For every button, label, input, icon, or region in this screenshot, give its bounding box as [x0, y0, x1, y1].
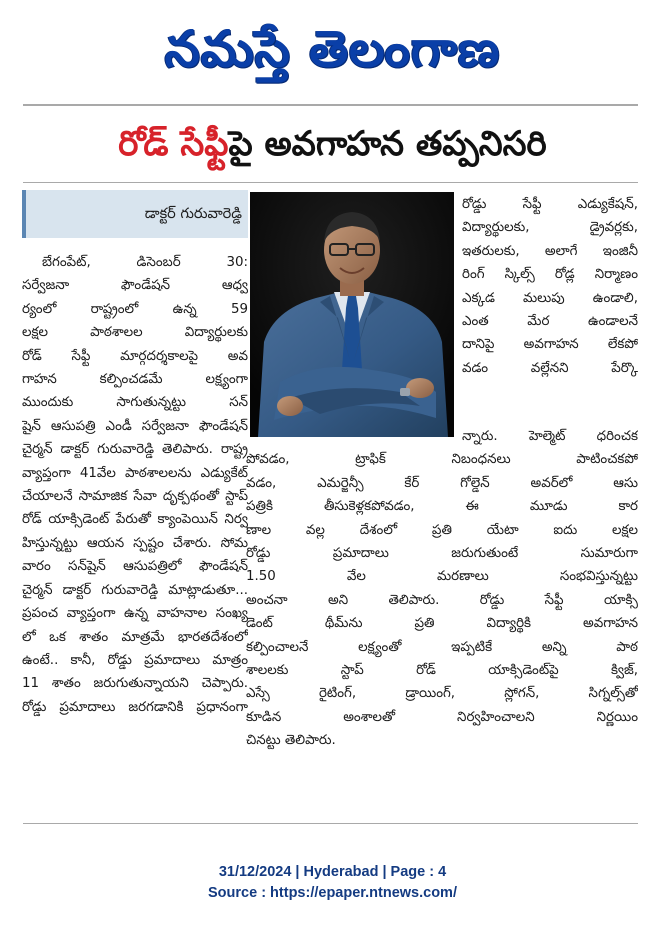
article-line: వడం వల్లేనని పేర్కొ	[462, 360, 638, 376]
page-footer	[0, 862, 665, 904]
article-line: షైన్ ఆసుపత్రి ఎండీ సర్వేజనా ఫౌండేషన్	[22, 418, 248, 434]
byline-box	[22, 190, 248, 238]
headline-divider	[23, 182, 638, 183]
article-column-right-top	[462, 193, 638, 380]
article-line: లో ఒక శాతం మాత్రమే భారతదేశంలో	[22, 629, 248, 645]
article-line: వడం, ఎమర్జెన్సీ కేర్ గోల్డెన్ అవర్‌లో ఆసు	[246, 475, 638, 491]
article-line: డెంట్ థీమ్‌ను ప్రతి విద్యార్థికి అవగాహన	[246, 616, 638, 632]
article-line: రోడ్డు ప్రమాదాలు జరగడానికి ప్రధానంగా	[22, 699, 248, 715]
article-line: కూడిన అంశాలతో నిర్వహించాలని నిర్ణయిం	[246, 709, 638, 725]
article-line: పోవడం, ట్రాఫిక్ నిబంధనలు పాటించకపో	[246, 452, 638, 468]
edition-info: 31/12/2024 | Hyderabad | Page : 4	[218, 864, 447, 880]
portrait-photo	[250, 192, 454, 437]
article-line: గాహన కల్పించడమే లక్ష్యంగా	[22, 372, 248, 388]
article-headline	[0, 112, 665, 176]
article-line: చేయాలనే సామాజిక సేవా దృక్పథంతో స్టాప్	[22, 489, 248, 505]
article-bottom-divider	[23, 823, 638, 824]
article-line: ఎస్సే రైటింగ్, డ్రాయింగ్, స్లోగన్, సిగ్నల్స్‌తో	[246, 686, 638, 702]
article-line: ర్యంలో రాష్ట్రంలో ఉన్న 59	[22, 301, 248, 317]
article-line: ఎక్కడ మలుపు ఉండాలి,	[462, 290, 638, 306]
article-line: చైర్మన్ డాక్టర్ గురువారెడ్డి తెలిపారు. రాష్ట్ర	[22, 442, 248, 458]
article-line: రోడ్డు సేఫ్టీ ఎడ్యుకేషన్,	[462, 197, 638, 212]
article-line: ఎంత మేర ఉండాలనే	[462, 314, 638, 330]
byline-name: డాక్టర్ గురువారెడ్డి	[144, 206, 242, 222]
article-line: చైర్మన్ డాక్టర్ గురువారెడ్డి మాట్లాడుతూ...	[22, 582, 248, 598]
article-line: వారం సన్‌షైన్ ఆసుపత్రిలో ఫౌండేషన్	[22, 559, 248, 575]
newspaper-masthead	[0, 6, 665, 92]
byline-accent-bar	[22, 190, 26, 238]
article-line: ముందుకు సాగుతున్నట్టు సన్	[22, 395, 248, 411]
article-line: శాలలకు స్టాప్ రోడ్ యాక్సిడెంట్‌పై క్విజ్,	[246, 663, 638, 679]
source-link[interactable]: Source : https://epaper.ntnews.com/	[208, 885, 457, 901]
article-line: పత్రికి తీసుకెళ్లకపోవడం, ఈ మూడు కార	[246, 499, 638, 515]
headline-highlight: రోడ్ సేఫ్టీ	[118, 124, 229, 164]
article-line: అంచనా అని తెలిపారు. రోడ్డు సేఫ్టీ యాక్సి	[246, 592, 638, 608]
article-line: హిస్తున్నట్టు ఆయన స్పష్టం చేశారు. సోమ	[22, 535, 248, 551]
article-line: సర్వేజనా ఫౌండేషన్ ఆధ్వ	[22, 278, 248, 294]
article-line: ఇతరులకు, అలాగే ఇంజినీ	[462, 243, 638, 259]
article-line: రింగ్ స్కిల్స్ రోడ్ల నిర్మాణం	[462, 267, 638, 283]
article-line: న్నారు. హెల్మెట్ ధరించక	[462, 429, 638, 444]
article-line: విద్యార్థులకు, డ్రైవర్లకు,	[462, 220, 638, 236]
article-line: 1.50 వేల మరణాలు సంభవిస్తున్నట్టు	[246, 569, 638, 585]
masthead-divider	[23, 104, 638, 106]
article-line: కల్పించాలనే లక్ష్యంతో ఇప్పటికే అన్ని పాఠ	[246, 639, 638, 655]
article-line: బేగంపేట్, డిసెంబర్ 30:	[42, 255, 248, 270]
article-line: దానిపై అవగాహన లేకపో	[462, 337, 638, 353]
headline-rest: పై అవగాహన తప్పనిసరి	[228, 124, 547, 164]
article-line: చినట్టు తెలిపారు.	[246, 733, 336, 749]
article-line: ఉంటే.. కానీ, రోడ్డు ప్రమాదాలు మాత్రం	[22, 652, 248, 668]
article-line: లక్షల పాఠశాలల విద్యార్థులకు	[22, 325, 248, 341]
masthead-title: నమస్తే తెలంగాణ	[164, 20, 501, 78]
article-column-right-bottom	[246, 425, 638, 753]
article-line: రోడ్ యాక్సిడెంట్ పేరుతో క్యాంపెయిన్ నిర్వ	[22, 512, 248, 528]
article-line: రోడ్డు ప్రమాదాలు జరుగుతుంటే సుమారుగా	[246, 546, 638, 562]
portrait-illustration	[250, 192, 454, 437]
article-line: రోడ్ సేఫ్టీ మార్గదర్శకాలపై అవ	[22, 348, 248, 364]
article-column-left	[22, 251, 248, 719]
article-line: ప్రపంచ వ్యాప్తంగా ఉన్న వాహనాల సంఖ్య	[22, 606, 248, 622]
article-line: 11 శాతం జరుగుతున్నాయని చెప్పారు.	[22, 676, 248, 692]
article-line: ణాల వల్ల దేశంలో ప్రతి యేటా ఐదు లక్షల	[246, 522, 638, 538]
article-line: వ్యాప్తంగా 41వేల పాఠశాలలను ఎడ్యుకేట్	[22, 465, 248, 481]
